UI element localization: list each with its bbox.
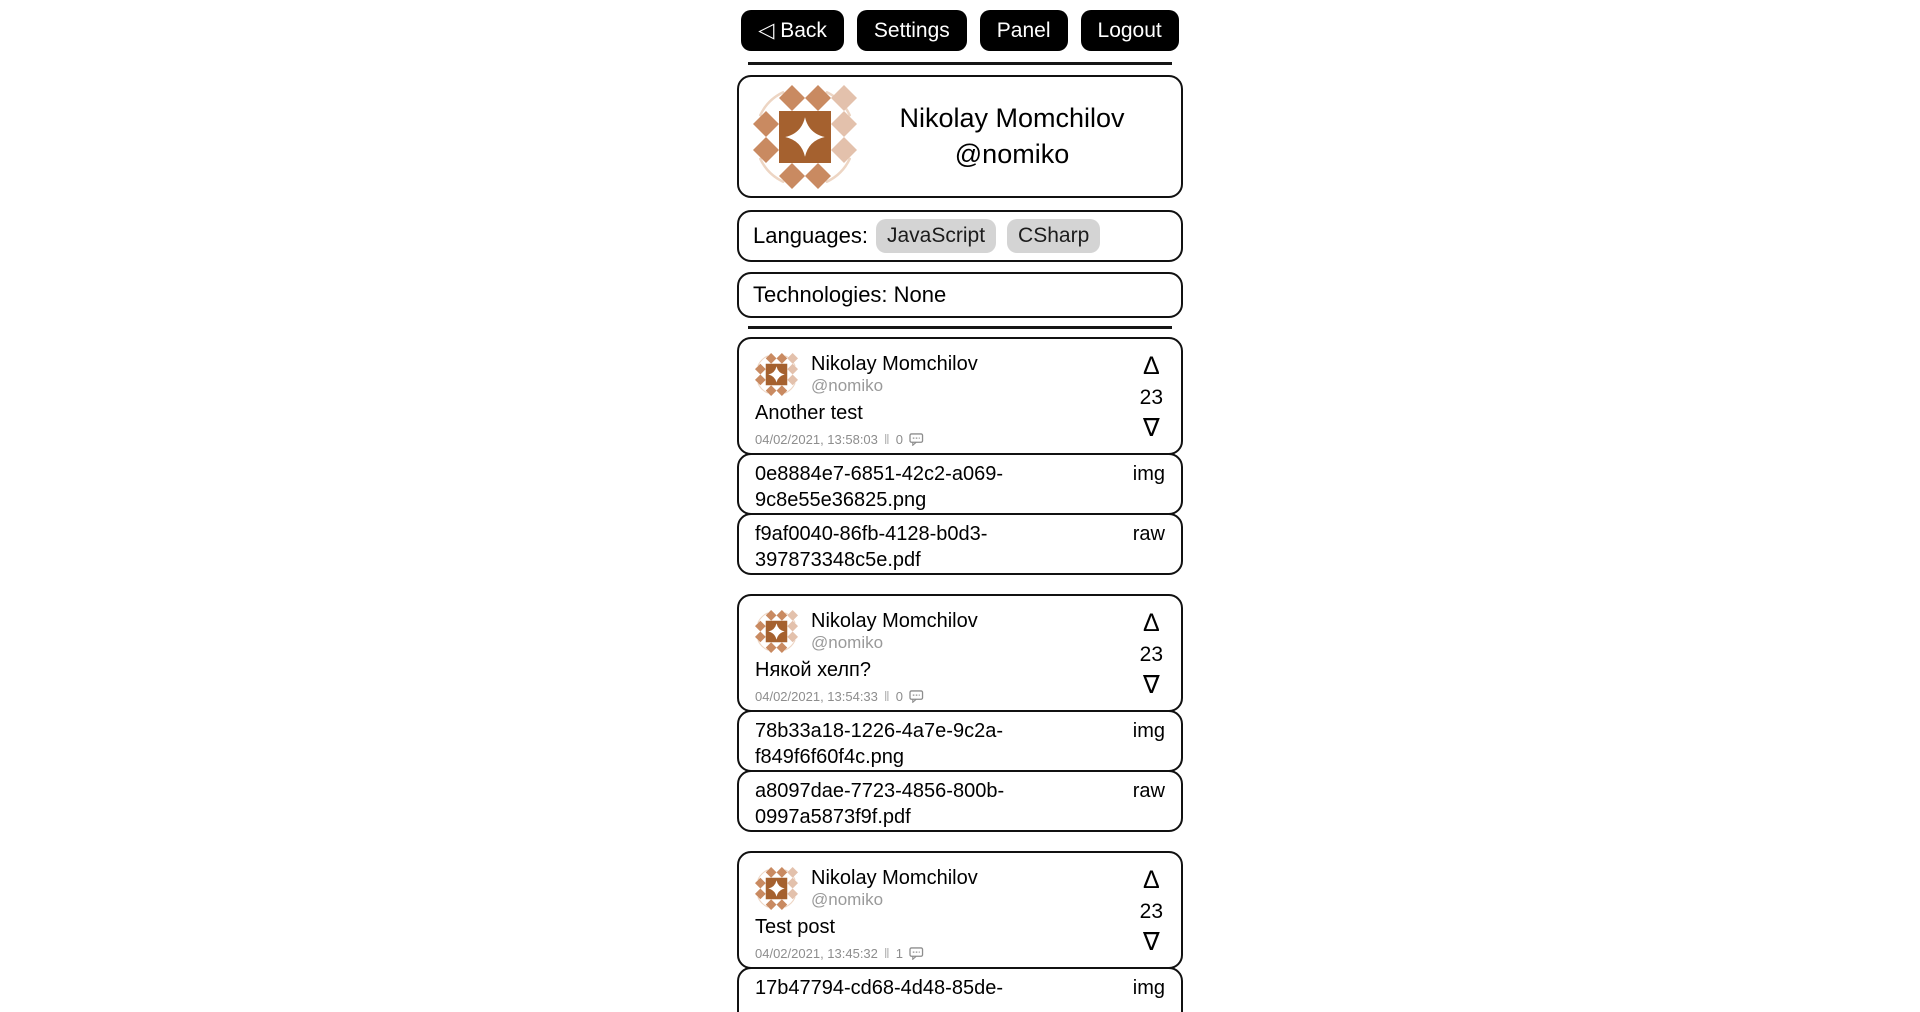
posts-list — [737, 337, 1183, 1012]
back-button[interactable]: ◁ Back — [741, 10, 844, 51]
post-title: Another test — [755, 402, 863, 425]
post-card[interactable] — [737, 337, 1183, 455]
panel-button[interactable]: Panel — [980, 10, 1068, 51]
profile-handle: @nomiko — [954, 138, 1070, 169]
vote-controls — [1140, 354, 1163, 441]
top-nav — [737, 0, 1183, 51]
downvote-button[interactable]: ∇ — [1142, 928, 1160, 956]
upvote-button[interactable]: Δ — [1142, 352, 1160, 380]
post-author-handle: @nomiko — [811, 376, 884, 395]
languages-label: Languages: — [753, 223, 868, 248]
nav-divider — [748, 62, 1172, 65]
attachment-filename: f9af0040-86fb-4128-b0d3-397873348c5e.pdf — [755, 523, 988, 571]
post-timestamp: 04/02/2021, 13:54:33 — [755, 688, 878, 704]
post-timestamp: 04/02/2021, 13:58:03 — [755, 431, 878, 447]
main-column — [737, 0, 1183, 1012]
post-meta — [755, 688, 1165, 704]
comment-bubble-icon — [909, 690, 924, 703]
post-timestamp: 04/02/2021, 13:45:32 — [755, 945, 878, 961]
settings-button[interactable]: Settings — [857, 10, 967, 51]
vote-count: 23 — [1139, 385, 1163, 409]
post-title: Някой хелп? — [755, 659, 871, 682]
languages-card — [737, 210, 1183, 262]
attachment-type-label: raw — [1132, 780, 1165, 802]
technologies-card — [737, 272, 1183, 318]
post-comment-count: 1 — [895, 945, 903, 961]
upvote-button[interactable]: Δ — [1142, 866, 1160, 894]
attachment-row[interactable] — [737, 770, 1183, 832]
post-author — [811, 352, 978, 396]
meta-separator-icon: ‖ — [883, 945, 890, 962]
post-author — [811, 866, 978, 910]
language-tag: JavaScript — [876, 219, 996, 252]
attachment-filename: 78b33a18-1226-4a7e-9c2a-f849f6f60f4c.png — [755, 720, 1003, 768]
attachment-row[interactable] — [737, 967, 1183, 1012]
upvote-button[interactable]: Δ — [1142, 609, 1160, 637]
profile-card — [737, 75, 1183, 198]
attachment-type-label: img — [1132, 720, 1165, 742]
post-header — [755, 352, 1165, 396]
technologies-label: Technologies: None — [753, 282, 947, 307]
attachment-row[interactable] — [737, 710, 1183, 772]
post-group — [737, 594, 1183, 832]
post-author-name: Nikolay Momchilov — [811, 610, 978, 632]
post-header — [755, 866, 1165, 910]
posts-divider — [748, 326, 1172, 329]
language-tag: CSharp — [1007, 219, 1100, 252]
post-group — [737, 337, 1183, 575]
post-card[interactable] — [737, 851, 1183, 969]
post-group — [737, 851, 1183, 1012]
downvote-button[interactable]: ∇ — [1142, 414, 1160, 442]
comment-bubble-icon — [909, 433, 924, 446]
attachment-filename: 0e8884e7-6851-42c2-a069-9c8e55e36825.png — [755, 463, 1003, 511]
attachment-row[interactable] — [737, 453, 1183, 515]
language-tags — [876, 219, 1100, 252]
attachment-type-label: img — [1132, 977, 1165, 999]
profile-avatar — [753, 85, 857, 189]
post-author-name: Nikolay Momchilov — [811, 867, 978, 889]
attachment-row[interactable] — [737, 513, 1183, 575]
post-meta — [755, 945, 1165, 961]
vote-controls — [1140, 868, 1163, 955]
post-comment-count: 0 — [895, 431, 903, 447]
profile-names — [857, 101, 1167, 171]
post-author-avatar — [755, 610, 798, 653]
profile-name: Nikolay Momchilov — [899, 103, 1125, 134]
vote-controls — [1140, 611, 1163, 698]
post-author-avatar — [755, 867, 798, 910]
post-author-handle: @nomiko — [811, 890, 884, 909]
vote-count: 23 — [1139, 642, 1163, 666]
post-author-name: Nikolay Momchilov — [811, 353, 978, 375]
attachment-filename: 17b47794-cd68-4d48-85de- — [755, 977, 1003, 999]
post-author-avatar — [755, 353, 798, 396]
attachment-filename: a8097dae-7723-4856-800b-0997a5873f9f.pdf — [755, 780, 1005, 828]
attachment-type-label: raw — [1132, 523, 1165, 545]
logout-button[interactable]: Logout — [1081, 10, 1179, 51]
post-card[interactable] — [737, 594, 1183, 712]
attachment-type-label: img — [1132, 463, 1165, 485]
post-comment-count: 0 — [895, 688, 903, 704]
downvote-button[interactable]: ∇ — [1142, 671, 1160, 699]
post-title: Test post — [755, 916, 836, 939]
meta-separator-icon: ‖ — [883, 688, 890, 705]
post-header — [755, 609, 1165, 653]
vote-count: 23 — [1139, 899, 1163, 923]
post-author — [811, 609, 978, 653]
post-author-handle: @nomiko — [811, 633, 884, 652]
meta-separator-icon: ‖ — [883, 431, 890, 448]
comment-bubble-icon — [909, 947, 924, 960]
post-meta — [755, 431, 1165, 447]
